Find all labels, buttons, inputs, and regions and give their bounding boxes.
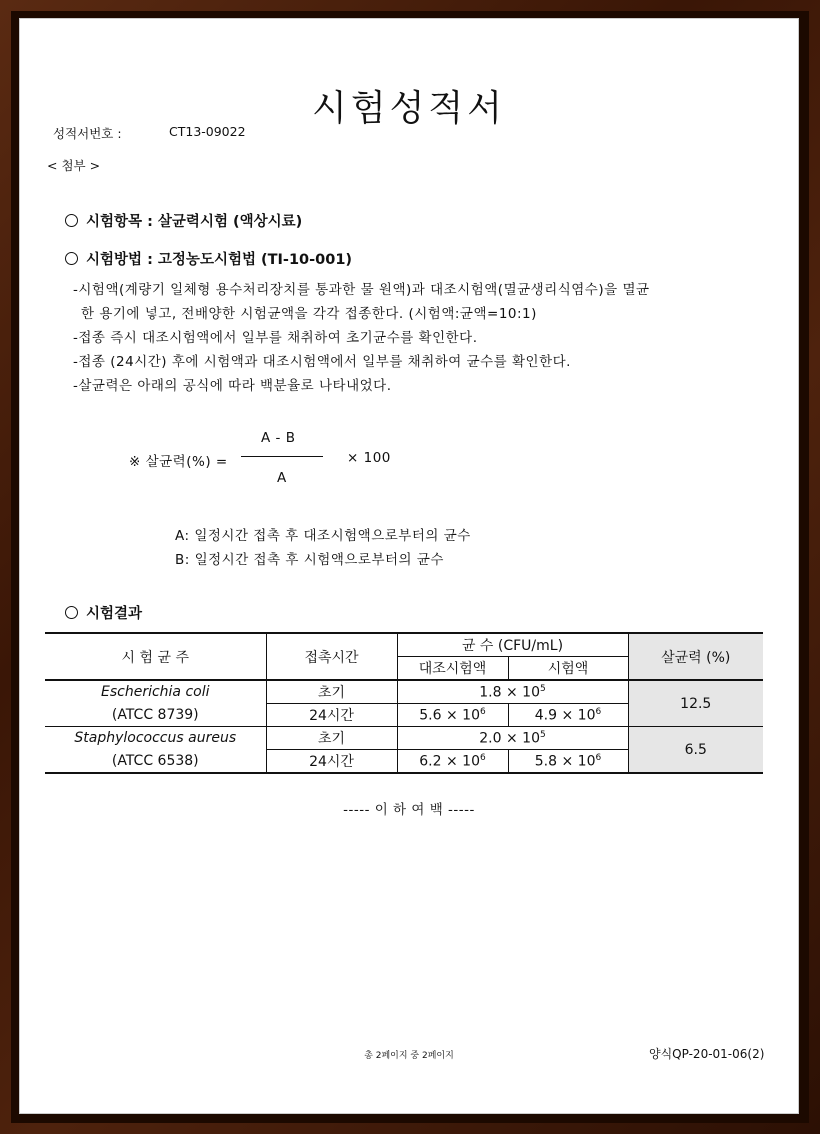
- definition-a: A: 일정시간 접촉 후 대조시험액으로부터의 균수: [175, 528, 471, 544]
- control-count-base: 6.2 × 10: [419, 753, 480, 770]
- formula-prefix: ※ 살균력(%) =: [129, 454, 228, 470]
- formula-denominator: A: [277, 470, 287, 486]
- control-count: [397, 704, 508, 727]
- test-count-base: 4.9 × 10: [534, 707, 596, 724]
- header-count: 균 수 (CFU/mL): [397, 633, 628, 657]
- method-line: -살균력은 아래의 공식에 따라 백분율로 나타내었다.: [73, 378, 392, 394]
- results-heading-text: 시험결과: [86, 606, 143, 622]
- attachment-label: < 첨부 >: [47, 158, 101, 173]
- initial-count-base: 1.8 × 10: [479, 684, 540, 701]
- time-initial: 초기: [266, 680, 397, 704]
- method-line: -접종 즉시 대조시험액에서 일부를 채취하여 초기균수를 확인한다.: [73, 330, 478, 346]
- strain-atcc: (ATCC 8739): [45, 704, 266, 727]
- method-line: -시험액(계량기 일체형 용수처리장치를 통과한 물 원액)과 대조시험액(멸균생리식염수)을 멸균: [73, 282, 650, 298]
- time-24h: 24시간: [266, 750, 397, 774]
- circle-bullet-icon: [65, 252, 78, 265]
- document-title: 시험성적서: [312, 88, 506, 129]
- report-no-label: 성적서번호 :: [53, 126, 122, 141]
- kill-rate: 12.5: [628, 680, 763, 727]
- results-table: [45, 632, 763, 774]
- circle-bullet-icon: [65, 214, 78, 227]
- initial-count-exp: 5: [539, 729, 546, 740]
- test-method-text: 시험방법 : 고정농도시험법 (TI-10-001): [86, 252, 353, 268]
- time-initial: 초기: [266, 727, 397, 750]
- circle-bullet-icon: [65, 606, 78, 619]
- test-item: [65, 210, 302, 231]
- test-count: [508, 704, 628, 727]
- control-count-exp: 6: [479, 706, 486, 717]
- kill-rate: 6.5: [628, 727, 763, 774]
- method-line: 한 용기에 넣고, 전배양한 시험균액을 각각 접종한다. (시험액:균액=10:1): [81, 306, 537, 322]
- initial-count: [397, 727, 628, 750]
- strain-name: Staphylococcus aureus: [45, 727, 266, 750]
- header-time: 접촉시간: [266, 633, 397, 680]
- header-control: 대조시험액: [397, 657, 508, 681]
- initial-count-exp: 5: [539, 683, 546, 694]
- control-count-base: 5.6 × 10: [419, 707, 480, 724]
- initial-count: [397, 680, 628, 704]
- test-count-exp: 6: [595, 706, 602, 717]
- report-no: CT13-09022: [169, 124, 246, 139]
- table-row: [45, 680, 763, 704]
- test-method: [65, 248, 352, 269]
- test-count-exp: 6: [595, 752, 602, 763]
- method-line: -접종 (24시간) 후에 시험액과 대조시험액에서 일부를 채취하여 균수를 확인한다.: [73, 354, 571, 370]
- fraction-line: [241, 456, 323, 457]
- page-info: 총 2페이지 중 2페이지: [364, 1051, 454, 1061]
- strain-name: Escherichia coli: [45, 680, 266, 704]
- table-row: [45, 727, 763, 750]
- test-count: [508, 750, 628, 774]
- time-24h: 24시간: [266, 704, 397, 727]
- definition-b: B: 일정시간 접촉 후 시험액으로부터의 균수: [175, 552, 444, 568]
- formula-multiplier: × 100: [347, 450, 391, 466]
- document-page: [19, 18, 799, 1114]
- test-count-base: 5.8 × 10: [534, 753, 596, 770]
- results-heading: [65, 602, 142, 623]
- end-mark: ----- 이 하 여 백 -----: [343, 802, 475, 818]
- test-item-text: 시험항목 : 살균력시험 (액상시료): [86, 214, 303, 230]
- control-count-exp: 6: [479, 752, 486, 763]
- table-header-row: [45, 633, 763, 657]
- strain-atcc: (ATCC 6538): [45, 750, 266, 774]
- header-test: 시험액: [508, 657, 628, 681]
- control-count: [397, 750, 508, 774]
- form-no: 양식QP-20-01-06(2): [649, 1047, 765, 1061]
- formula-numerator: A - B: [261, 430, 296, 446]
- initial-count-base: 2.0 × 10: [479, 730, 540, 747]
- header-kill: 살균력 (%): [628, 633, 763, 680]
- header-strain: 시 험 균 주: [45, 633, 266, 680]
